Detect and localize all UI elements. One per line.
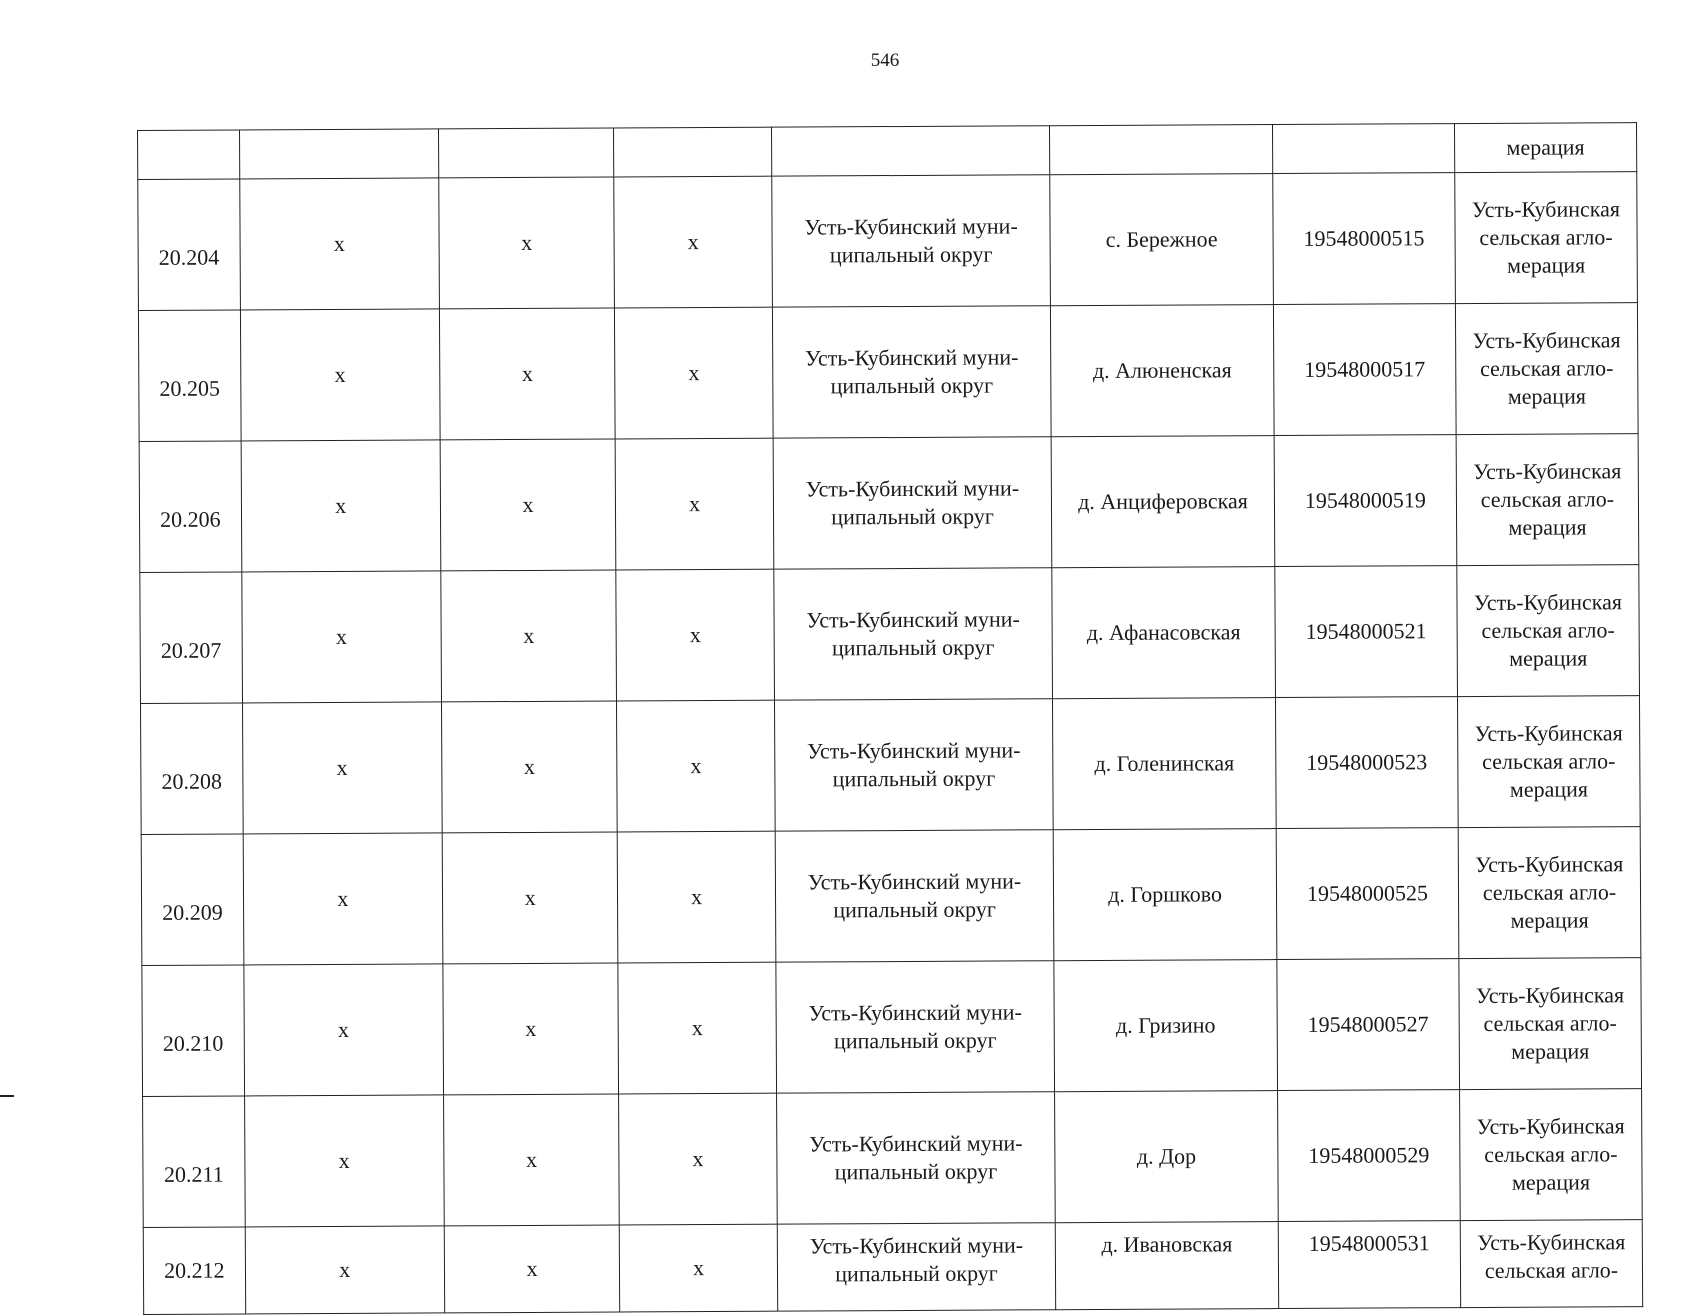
agglomeration-cell: Усть-Кубинская сельская агло-мерация [1457,696,1640,828]
agglomeration-cell: Усть-Кубинская сельская агло- [1460,1220,1643,1308]
code-cell: 19548000527 [1277,959,1460,1091]
mark-cell: x [443,1094,619,1226]
settlements-table [137,122,1643,1315]
agglomeration-cell: Усть-Кубинская сельская агло-мерация [1455,303,1638,435]
table-row [143,1220,1642,1315]
mark-cell: x [245,1226,445,1314]
settlement-cell: д. Анциферовская [1051,436,1274,568]
mark-cell: x [241,440,441,572]
code-cell: 19548000531 [1278,1221,1460,1309]
agglomeration-cell: Усть-Кубинская сельская агло-мерация [1456,434,1639,566]
mark-cell: x [616,438,774,570]
mark-cell: x [614,176,772,308]
header-cell [239,129,438,179]
row-number-cell: 20.212 [143,1227,245,1315]
table-row [139,434,1639,573]
table-row [142,958,1642,1097]
table-row [138,172,1638,311]
table-row [141,696,1641,835]
mark-cell: x [440,439,616,571]
settlement-cell: д. Голенинская [1053,698,1276,830]
district-cell: Усть-Кубинский муни-ципальный округ [774,699,1053,831]
settlement-cell: д. Горшково [1053,829,1276,961]
row-number-cell: 20.206 [139,441,241,573]
code-cell: 19548000521 [1275,566,1458,698]
district-cell: Усть-Кубинский муни-ципальный округ [776,1092,1055,1224]
settlement-cell: д. Гризино [1054,960,1277,1092]
row-number-cell: 20.209 [141,834,243,966]
header-cell [1050,125,1273,175]
table-header-row [138,123,1637,180]
header-cell [614,127,772,177]
district-cell: Усть-Кубинский муни-ципальный округ [772,175,1051,307]
mark-cell: x [617,700,775,832]
mark-cell: x [242,702,442,834]
row-number-cell: 20.205 [138,310,240,442]
mark-cell: x [619,1093,777,1225]
code-cell: 19548000525 [1276,828,1459,960]
mark-cell: x [240,309,440,441]
header-cell [771,126,1050,176]
district-cell: Усть-Кубинский муни-ципальный округ [777,1223,1056,1311]
margin-mark [0,1095,14,1097]
settlement-cell: д. Алюненская [1051,305,1274,437]
settlement-cell: д. Дор [1055,1091,1278,1223]
agglomeration-cell: Усть-Кубинская сельская агло-мерация [1459,958,1642,1090]
mark-cell: x [442,832,618,964]
mark-cell: x [244,1095,444,1227]
mark-cell: x [443,963,619,1095]
mark-cell: x [444,1225,620,1313]
header-cell [138,130,240,180]
settlement-cell: с. Бережное [1050,174,1273,306]
mark-cell: x [618,831,776,963]
table-row [143,1089,1643,1228]
row-number-cell: 20.210 [142,965,244,1097]
code-cell: 19548000523 [1275,697,1458,829]
header-cell [438,128,614,178]
mark-cell: x [620,1224,778,1312]
header-cell-agglomeration: мерация [1454,123,1636,173]
mark-cell: x [439,177,615,309]
district-cell: Усть-Кубинский муни-ципальный округ [772,306,1051,438]
district-cell: Усть-Кубинский муни-ципальный округ [775,830,1054,962]
agglomeration-cell: Усть-Кубинская сельская агло-мерация [1458,827,1641,959]
table-container [137,122,1643,1315]
table-row [138,303,1638,442]
table-row [141,827,1641,966]
settlement-cell: д. Афанасовская [1052,567,1275,699]
mark-cell: x [441,701,617,833]
mark-cell: x [618,962,776,1094]
mark-cell: x [239,178,439,310]
agglomeration-cell: Усть-Кубинская сельская агло-мерация [1459,1089,1642,1221]
district-cell: Усть-Кубинский муни-ципальный округ [776,961,1055,1093]
mark-cell: x [244,964,444,1096]
code-cell: 19548000515 [1273,173,1456,305]
code-cell: 19548000529 [1277,1090,1460,1222]
mark-cell: x [242,571,442,703]
district-cell: Усть-Кубинский муни-ципальный округ [774,568,1053,700]
district-cell: Усть-Кубинский муни-ципальный округ [773,437,1052,569]
row-number-cell: 20.208 [141,703,243,835]
code-cell: 19548000517 [1273,304,1456,436]
settlement-cell: д. Ивановская [1055,1222,1278,1310]
row-number-cell: 20.207 [140,572,242,704]
mark-cell: x [616,569,774,701]
agglomeration-cell: Усть-Кубинская сельская агло-мерация [1457,565,1640,697]
row-number-cell: 20.211 [143,1096,245,1228]
table-row [140,565,1640,704]
code-cell: 19548000519 [1274,435,1457,567]
row-number-cell: 20.204 [138,179,240,311]
mark-cell: x [243,833,443,965]
mark-cell: x [615,307,773,439]
page-number: 546 [870,50,900,71]
header-cell [1272,124,1454,174]
mark-cell: x [441,570,617,702]
agglomeration-cell: Усть-Кубинская сельская агло-мерация [1455,172,1638,304]
mark-cell: x [439,308,615,440]
